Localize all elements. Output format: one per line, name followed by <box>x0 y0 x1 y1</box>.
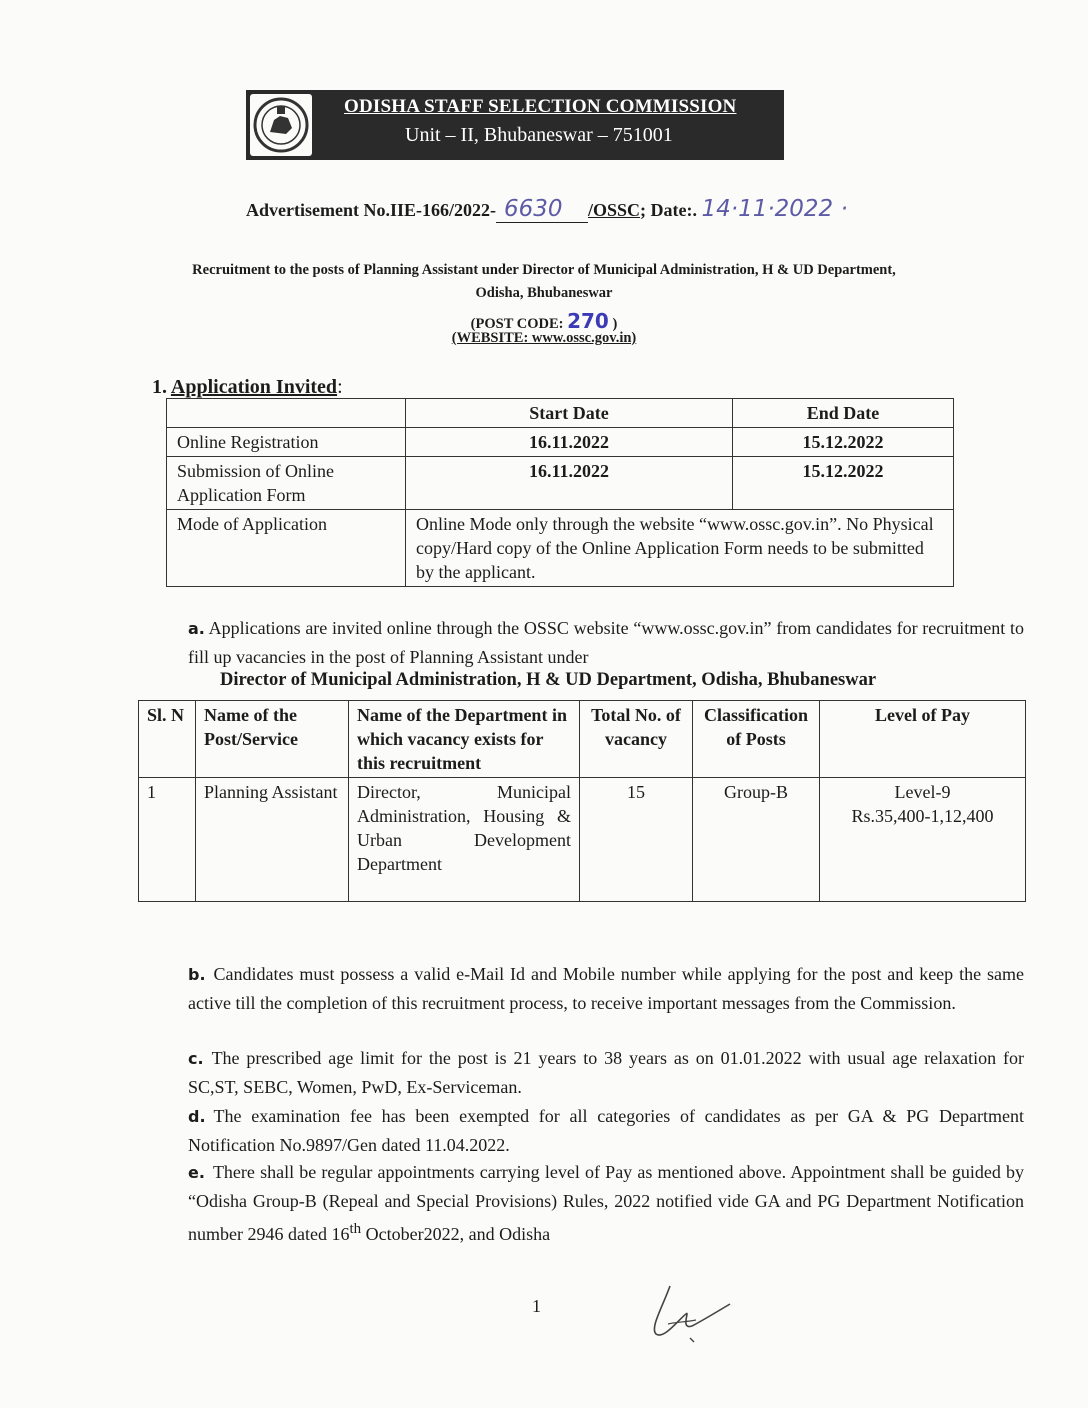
header-total-vacancy: Total No. of vacancy <box>580 701 693 778</box>
item-marker: d. <box>188 1107 206 1126</box>
paragraph-a <box>188 614 1024 671</box>
item-text: Candidates must possess a valid e-Mail Id and Mobile number while applying for the post and keep the same active till the completion of this recruitment process, to receive important messages from the Commission. <box>188 964 1024 1013</box>
item-superscript: th <box>349 1221 362 1237</box>
header-start-date: Start Date <box>406 399 733 428</box>
item-text: There shall be regular appointments carrying level of Pay as mentioned above. Appointment shall be guided by “Odisha Group-B (Repeal and Special Provisions) Rules, 2022 notified vide GA and PG Department Notification number 2946 dated 16 <box>188 1162 1024 1244</box>
table-row <box>139 778 1026 902</box>
emblem-icon <box>250 94 312 156</box>
cell-classification: Group-B <box>693 778 820 902</box>
date-label: ; Date:. <box>640 200 697 220</box>
header-level-of-pay: Level of Pay <box>820 701 1026 778</box>
item-marker: b. <box>188 965 206 984</box>
item-marker: a. <box>188 619 205 638</box>
cell-department: Director, Municipal Administration, Housing & Urban Development Department <box>349 778 580 902</box>
unit-address: Unit – II, Bhubaneswar – 751001 <box>405 124 673 146</box>
item-text: The prescribed age limit for the post is 21 years to 38 years as on 01.01.2022 with usual age relaxation for SC,ST, SEBC, Women, PwD, Ex-Serviceman. <box>188 1048 1024 1097</box>
advertisement-line <box>246 196 848 223</box>
post-code-label: (POST CODE: <box>470 316 564 332</box>
cell-sl-no: 1 <box>139 778 196 902</box>
cell-pay <box>820 778 1026 902</box>
recruitment-line-1: Recruitment to the posts of Planning Assistant under Director of Municipal Administration, H & UD Department, <box>192 262 896 278</box>
post-code-close: ) <box>612 316 618 332</box>
header-post: Name of the Post/Service <box>196 701 349 778</box>
table-header-row <box>167 399 954 428</box>
website-line: (WEBSITE: www.ossc.gov.in) <box>451 330 637 346</box>
cell-post: Planning Assistant <box>196 778 349 902</box>
list-item-d <box>188 1102 1024 1159</box>
section-colon: : <box>337 376 343 398</box>
advertisement-prefix: Advertisement No.IIE-166/2022- <box>246 200 496 220</box>
row-start-date: 16.11.2022 <box>406 428 733 457</box>
vacancy-heading: Director of Municipal Administration, H & UD Department, Odisha, Bhubaneswar <box>220 670 877 690</box>
list-item-c <box>188 1044 1024 1101</box>
item-text: The examination fee has been exempted for all categories of candidates as per GA & PG Department Notification No.9897/Gen dated 11.04.2022. <box>188 1106 1024 1155</box>
signature-icon <box>640 1278 750 1353</box>
state-emblem-icon <box>250 94 312 156</box>
section-1-heading <box>152 376 343 399</box>
advertisement-suffix: /OSSC <box>587 200 641 220</box>
mode-label: Mode of Application <box>167 510 406 587</box>
page-number: 1 <box>532 1296 541 1316</box>
paragraph-a-text: Applications are invited online through the OSSC website “www.ossc.gov.in” from candidates for recruitment to fill up vacancies in the post of Planning Assistant under <box>188 618 1024 667</box>
table-row <box>167 428 954 457</box>
row-end-date: 15.12.2022 <box>733 457 954 510</box>
header-sl-no: Sl. N <box>139 701 196 778</box>
table-header-row <box>139 701 1026 778</box>
mode-text: Online Mode only through the website “www.ossc.gov.in”. No Physical copy/Hard copy of the Online Application Form needs to be submitted by the applicant. <box>406 510 954 587</box>
row-label: Submission of Online Application Form <box>167 457 406 510</box>
list-item-b <box>188 960 1024 1017</box>
header-cell-empty <box>167 399 406 428</box>
table-row <box>167 457 954 510</box>
item-text-continued: October2022, and Odisha <box>361 1224 551 1244</box>
post-code-value: 270 <box>567 309 609 333</box>
row-start-date: 16.11.2022 <box>406 457 733 510</box>
section-title: Application Invited <box>170 376 338 398</box>
item-marker: c. <box>188 1049 204 1068</box>
header-department: Name of the Department in which vacancy exists for this recruitment <box>349 701 580 778</box>
handwritten-advertisement-number: 6630 <box>496 196 588 223</box>
handwritten-date: 14·11·2022 · <box>701 196 848 222</box>
pay-scale: Rs.35,400-1,12,400 <box>851 806 994 826</box>
pay-level: Level-9 <box>894 782 951 802</box>
row-label: Online Registration <box>167 428 406 457</box>
cell-total: 15 <box>580 778 693 902</box>
organization-title: ODISHA STAFF SELECTION COMMISSION <box>344 96 737 117</box>
section-number: 1. <box>152 376 167 398</box>
header-classification: Classification of Posts <box>693 701 820 778</box>
row-end-date: 15.12.2022 <box>733 428 954 457</box>
vacancy-table <box>138 700 1026 902</box>
header-end-date: End Date <box>733 399 954 428</box>
application-dates-table <box>166 398 954 587</box>
recruitment-line-2: Odisha, Bhubaneswar <box>475 285 613 301</box>
table-row <box>167 510 954 587</box>
list-item-e <box>188 1158 1024 1248</box>
item-marker: e. <box>188 1163 205 1182</box>
